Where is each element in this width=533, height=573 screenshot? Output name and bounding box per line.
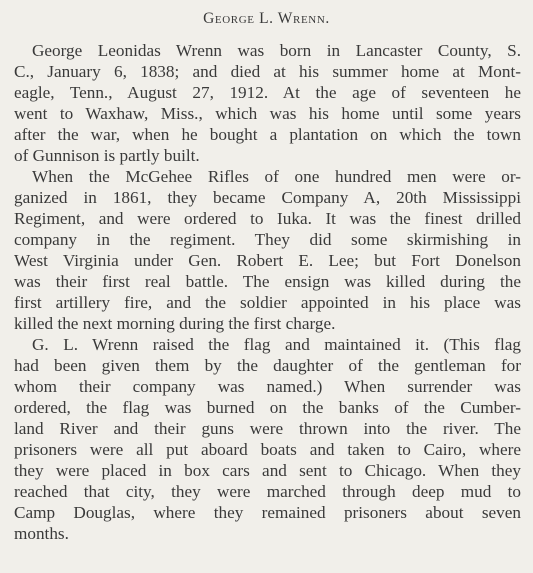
text-line: G. L. Wrenn raised the flag and maintained it. (This flag [32, 335, 521, 354]
text-line: was their first real battle. The ensign was killed during the [14, 272, 521, 291]
text-line: whom their company was named.) When surrender was [14, 377, 521, 396]
text-line: Camp Douglas, where they remained prisoners about seven [14, 503, 521, 522]
text-line: months. [14, 524, 69, 543]
text-line: company in the regiment. They did some skirmishing in [14, 230, 521, 249]
text-line: went to Waxhaw, Miss., which was his home until some years [14, 104, 521, 123]
text-line: George Leonidas Wrenn was born in Lancaster County, S. [32, 41, 521, 60]
text-line: reached that city, they were marched through deep mud to [14, 482, 521, 501]
text-line: C., January 6, 1838; and died at his summer home at Mont- [14, 62, 521, 81]
text-line: of Gunnison is partly built. [14, 146, 200, 165]
text-line: When the McGehee Rifles of one hundred men were or- [32, 167, 521, 186]
text-line: they were placed in box cars and sent to Chicago. When they [14, 461, 521, 480]
text-line: after the war, when he bought a plantation on which the town [14, 125, 521, 144]
page-title: George L. Wrenn. [203, 10, 330, 27]
text-line: eagle, Tenn., August 27, 1912. At the age of seventeen he [14, 83, 521, 102]
text-line: had been given them by the daughter of the gentleman for [14, 356, 521, 375]
text-line: Regiment, and were ordered to Iuka. It was the finest drilled [14, 209, 521, 228]
text-line: killed the next morning during the first charge. [14, 314, 336, 333]
text-line: prisoners were all put aboard boats and taken to Cairo, where [14, 440, 521, 459]
text-line: West Virginia under Gen. Robert E. Lee; but Fort Donelson [14, 251, 521, 270]
text-line: ordered, the flag was burned on the banks of the Cumber- [14, 398, 521, 417]
text-line: first artillery fire, and the soldier appointed in his place was [14, 293, 521, 312]
text-line: land River and their guns were thrown into the river. The [14, 419, 521, 438]
text-line: ganized in 1861, they became Company A, 20th Mississippi [14, 188, 521, 207]
